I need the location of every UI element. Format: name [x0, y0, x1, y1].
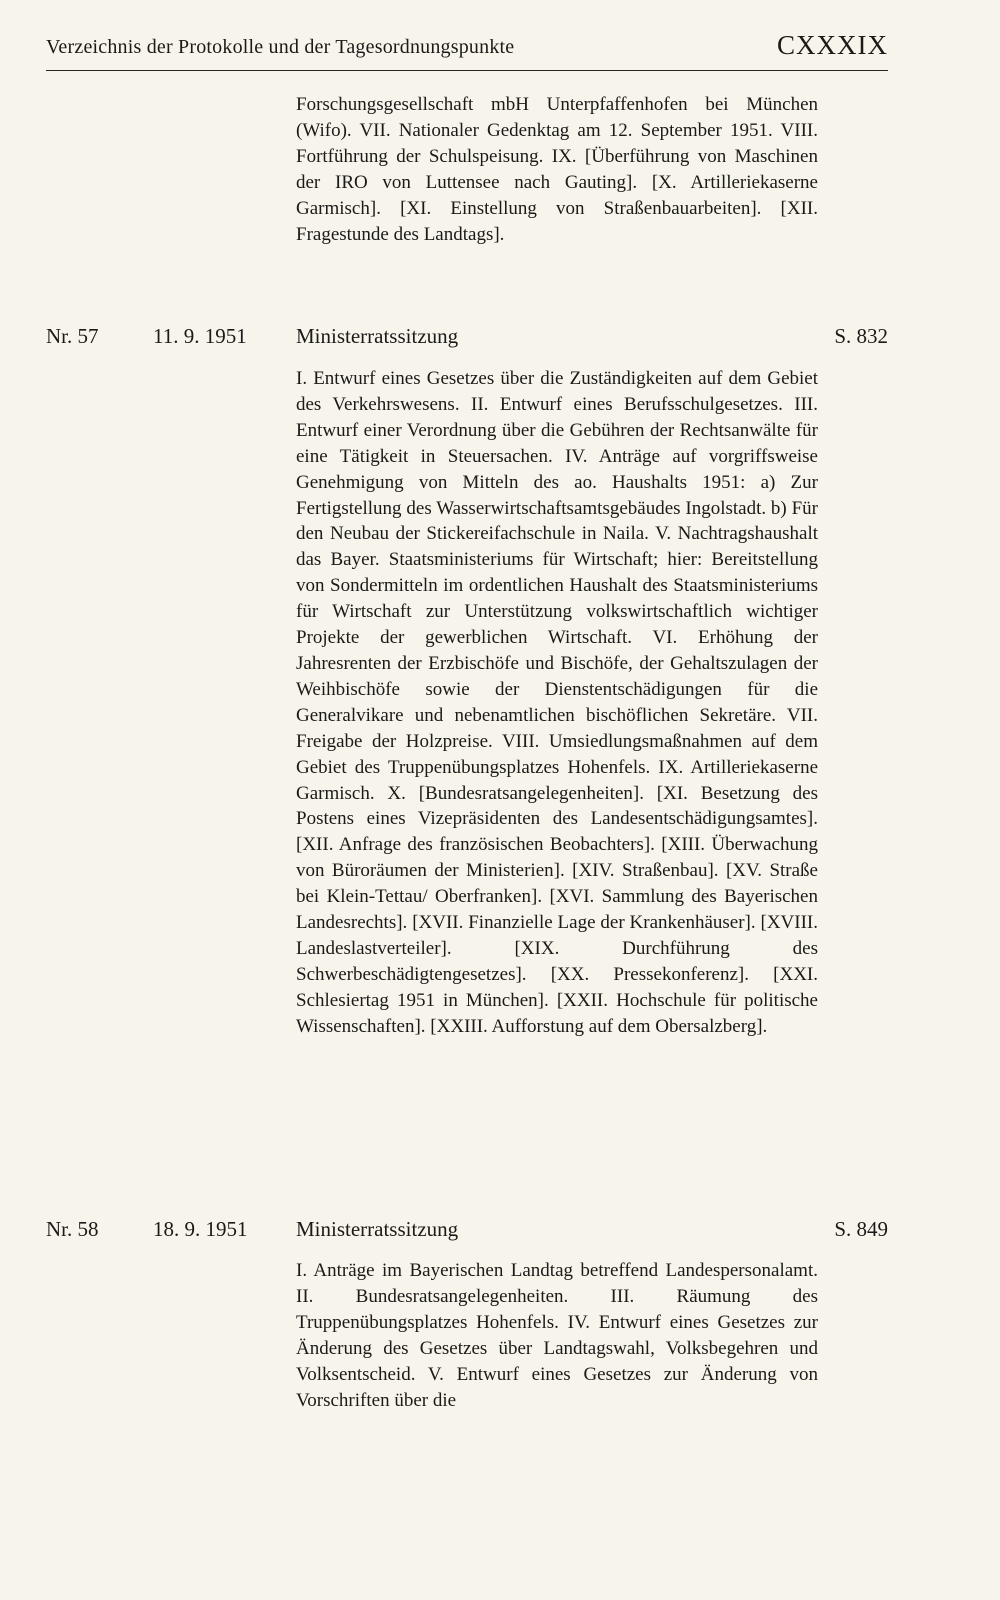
entry-agenda-57: I. Entwurf eines Gesetzes über die Zuständigkeiten auf dem Gebiet des Verkehrswesens. II. Entwurf eines Berufsschulgesetzes. III. Entwurf einer Verordnung über die Gebühren der Rechtsanwälte für eine Tätigkeit in Steuersachen. IV. Anträge auf vorgriffsweise Genehmigung von Mitteln des ao. Haushalts 1951: a) Zur Fertigstellung des Wasserwirtschaftsamtsgebäudes Ingolstadt. b) Für den Neubau der Stickereifachschule in Naila. V. Nachtragshaushalt das Bayer. Staatsministeriums für Wirtschaft; hier: Bereitstellung von Sondermitteln im ordentlichen Haushalt des Staatsministeriums für Wirtschaft zur Unterstützung volkswirtschaftlich wichtiger Projekte der gewerblichen Wirtschaft. VI. Erhöhung der Jahresrenten der Erzbischöfe und Bischöfe, der Gehaltszulagen der Weihbischöfe sowie der Dienstentschädigungen für die Generalvikare und nebenamtlichen bischöflichen Sekretäre. VII. Freigabe der Holzpreise. VIII. Umsiedlungsmaßnahmen auf dem Gebiet des Truppenübungsplatzes Hohenfels. IX. Artilleriekaserne Garmisch. X. [Bundesratsangelegenheiten]. [XI. Besetzung des Postens eines Vizepräsidenten des Landesentschädigungsamtes]. [XII. Anfrage des französischen Beobachters]. [XIII. Überwachung von Büroräumen der Ministerien]. [XIV. Straßenbau]. [XV. Straße bei Klein-Tettau/ Oberfranken]. [XVI. Sammlung des Bayerischen Landesrechts]. [XVII. Finanzielle Lage der Krankenhäuser]. [XVIII. Landeslastverteiler]. [XIX. Durchführung des Schwerbeschädigtengesetzes]. [XX. Pressekonferenz]. [XXI. Schlesiertag 1951 in München]. [XXII. Hochschule für politische Wissenschaften]. [XXIII. Aufforstung auf dem Obersalzberg].: [296, 368, 818, 1037]
continuation-paragraph: Forschungsgesellschaft mbH Unterpfaffenhofen bei München (Wifo). VII. Nationaler Gedenktag am 12. September 1951. VIII. Fortführung der Schulspeisung. IX. [Überführung von Maschinen der IRO von Luttensee nach Gauting]. [X. Artilleriekaserne Garmisch]. [XI. Einstellung von Straßenbauarbeiten]. [XII. Fragestunde des Landtags].: [296, 94, 818, 245]
entry-kind: Ministerratssitzung: [296, 1217, 459, 1241]
page-number: CXXXIX: [777, 30, 888, 60]
entry-number: Nr. 58: [46, 1217, 99, 1241]
running-header-title: Verzeichnis der Protokolle und der Tagesordnungspunkte: [46, 36, 515, 58]
entry-date: 11. 9. 1951: [153, 324, 247, 348]
entry-page: S. 849: [834, 1217, 888, 1241]
running-header: [46, 30, 888, 71]
entry-page: S. 832: [834, 324, 888, 348]
entry-heading-57: [46, 324, 888, 354]
entry-date: 18. 9. 1951: [153, 1217, 248, 1241]
entry-kind: Ministerratssitzung: [296, 324, 459, 348]
entry-heading-58: [46, 1217, 888, 1247]
entry-number: Nr. 57: [46, 324, 99, 348]
entry-agenda-58: I. Anträge im Bayerischen Landtag betreffend Landespersonalamt. II. Bundesratsangelegenheiten. III. Räumung des Truppenübungsplatzes Hohenfels. IV. Entwurf eines Gesetzes zur Änderung des Gesetzes über Landtagswahl, Volksbegehren und Volksentscheid. V. Entwurf eines Gesetzes zur Änderung von Vorschriften über die: [296, 1260, 818, 1411]
